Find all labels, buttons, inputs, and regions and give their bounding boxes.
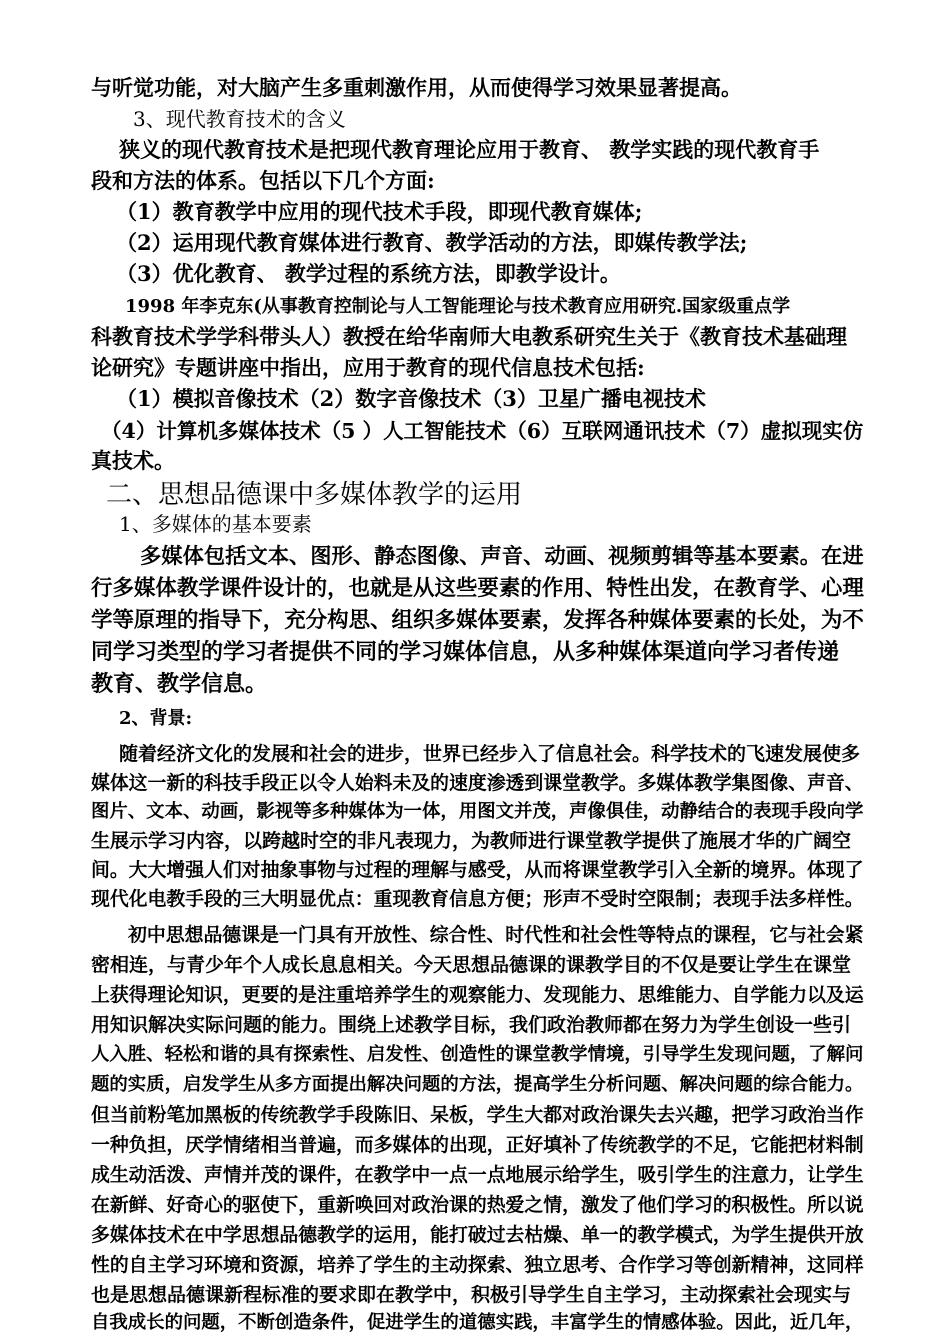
tech-list-line2: （4）计算机多媒体技术（5 ）人工智能技术（6）互联网通讯技术（7）虚拟现实仿: [101, 419, 864, 443]
elements-para-line4: 同学习类型的学习者提供不同的学习媒体信息，从多种媒体渠道向学习者传递: [91, 639, 840, 665]
elements-para-line2: 行多媒体教学课件设计的，也就是从这些要素的作用、特性出发，在教育学、心理: [91, 576, 864, 601]
sec3-para1-line1: 狭义的现代教育技术是把现代教育理论应用于教育、 教学实践的现代教育手: [119, 137, 820, 162]
curriculum-para-line13: 也是思想品德课新程标准的要求即在教学中，积极引导学生自主学习，主动探索社会现实与: [91, 1284, 852, 1306]
curriculum-para-line5: 人入胜、轻松和谐的具有探索性、启发性、创造性的课堂教学情境，引导学生发现问题，了解问: [91, 1044, 864, 1065]
curriculum-para-line1: 初中思想品德课是一门具有开放性、综合性、时代性和社会性等特点的课程，它与社会紧: [128, 924, 864, 946]
sec3-item-3: （3）优化教育、 教学过程的系统方法，即教学设计。: [116, 261, 621, 286]
curriculum-para-line6: 题的实质，启发学生从多方面提出解决问题的方法，提高学生分析问题、解决问题的综合能力。: [91, 1074, 864, 1095]
elements-para-line3: 学等原理的指导下，充分构思、组织多媒体要素，发挥各种媒体要素的长处，为不: [91, 608, 864, 633]
sec3-para2-line2: 科教育技术学学科带头人）教授在给华南师大电教系研究生关于《教育技术基础理: [91, 324, 847, 349]
section-3-heading: 3、现代教育技术的含义: [133, 107, 346, 131]
tech-list-line3: 真技术。: [91, 448, 175, 473]
background-para-line3: 图片、文本、动画，影视等多种媒体为一体，用图文并茂，声像俱佳，动静结合的表现手段向学: [91, 801, 864, 822]
curriculum-para-line9: 成生动活泼、声情并茂的课件，在教学中一点一点地展示给学生，吸引学生的注意力，让学生: [91, 1164, 864, 1186]
curriculum-para-line7: 但当前粉笔加黑板的传统教学手段陈旧、呆板，学生大都对政治课失去兴趣，把学习政治当作: [91, 1104, 864, 1126]
background-para-line2: 媒体这一新的科技手段正以令人始料未及的速度渗透到课堂教学。多媒体教学集图像、声音、: [91, 772, 864, 794]
curriculum-para-line8: 一种负担，厌学情绪相当普遍，而多媒体的出现，正好填补了传统教学的不足，它能把材料制: [91, 1134, 864, 1156]
part-2-heading: 二、思想品德课中多媒体教学的运用: [106, 480, 523, 510]
curriculum-para-line10: 在新鲜、好奇心的驱使下，重新唤回对政治课的热爱之情，激发了他们学习的积极性。所以说: [91, 1194, 864, 1216]
sec3-item-2: （2）运用现代教育媒体进行教育、教学活动的方法，即媒传教学法;: [116, 230, 748, 255]
subheading-elements: 1、多媒体的基本要素: [119, 512, 312, 536]
sec3-para1-line2: 段和方法的体系。包括以下几个方面:: [91, 168, 435, 193]
sec3-para2-line3: 论研究》专题讲座中指出，应用于教育的现代信息技术包括:: [91, 355, 645, 380]
intro-line: 与听觉功能，对大脑产生多重刺激作用，从而使得学习效果显著提高。: [91, 75, 742, 100]
background-para-line1: 随着经济文化的发展和社会的进步，世界已经步入了信息社会。科学技术的飞速发展使多: [119, 743, 861, 765]
curriculum-para-line4: 用知识解决实际问题的能力。围绕上述教学目标，我们政治教师都在努力为学生创设一些引: [91, 1014, 852, 1036]
background-para-line6: 现代化电教手段的三大明显优点：重现教育信息方便；形声不受时空限制；表现手法多样性。: [91, 888, 864, 910]
curriculum-para-line12: 性的自主学习环境和资源，培养了学生的主动探索、独立思考、合作学习等创新精神，这同样: [91, 1254, 864, 1276]
elements-para-line5: 教育、教学信息。: [91, 671, 268, 697]
background-para-line5: 间。大大增强人们对抽象事物与过程的理解与感受，从而将课堂教学引入全新的境界。体现了: [91, 859, 864, 881]
tech-list-line1: （1）模拟音像技术（2）数字音像技术（3）卫星广播电视技术: [116, 386, 706, 411]
curriculum-para-line2: 密相连，与青少年个人成长息息相关。今天思想品德课的课教学目的不仅是要让学生在课堂: [91, 954, 852, 976]
curriculum-para-line14: 自我成长的问题，不断创造条件，促进学生的道德实践，丰富学生的情感体验。因此，近几年，: [91, 1312, 864, 1333]
background-para-line4: 生展示学习内容，以跨越时空的非凡表现力，为教师进行课堂教学提供了施展才华的广阔空: [91, 830, 852, 852]
curriculum-para-line3: 上获得理论知识，更要的是注重培养学生的观察能力、发现能力、思维能力、自学能力以及运: [91, 984, 864, 1006]
sec3-para2-line1: 1998 年李克东(从事教育控制论与人工智能理论与技术教育应用研究.国家级重点学: [125, 296, 791, 317]
curriculum-para-line11: 多媒体技术在中学思想品德教学的运用，能打破过去枯燥、单一的教学模式，为学生提供开放: [91, 1224, 864, 1246]
elements-para-line1: 多媒体包括文本、图形、静态图像、声音、动画、视频剪辑等基本要素。在进: [140, 544, 864, 569]
sec3-item-1: （1）教育教学中应用的现代技术手段，即现代教育媒体;: [116, 199, 643, 224]
subheading-background: 2、背景:: [119, 708, 193, 729]
